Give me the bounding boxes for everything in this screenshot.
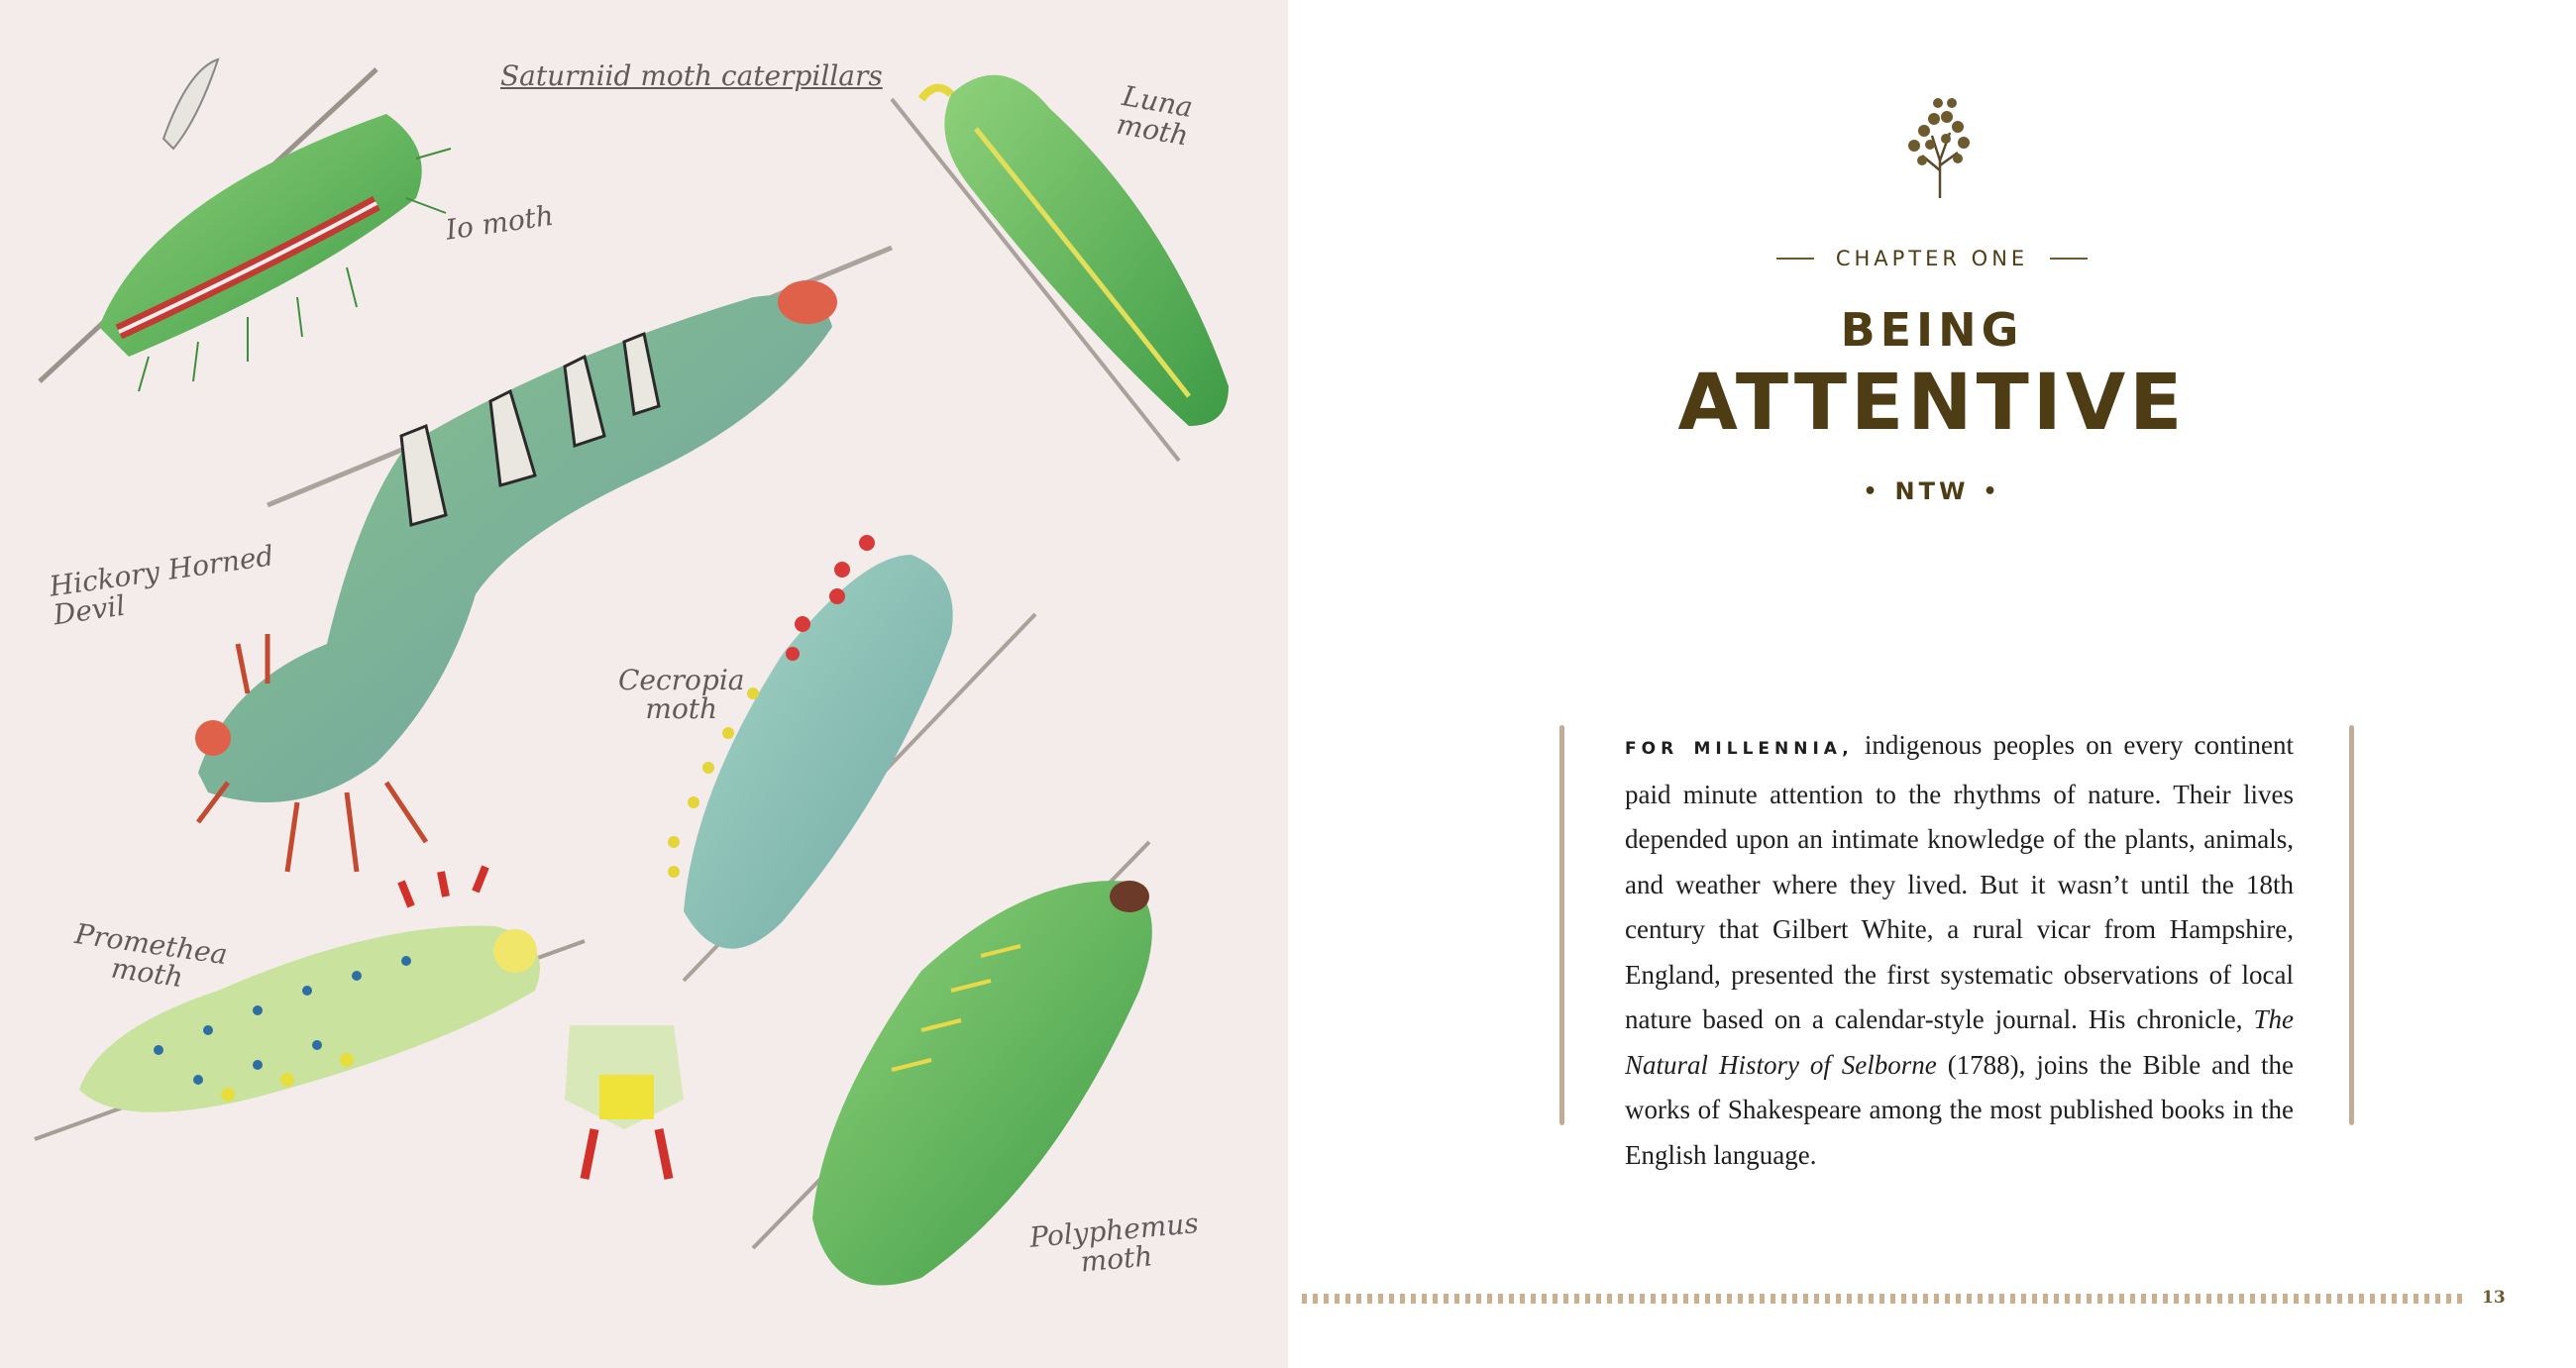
book-title: The Natural History of Selborne <box>1625 1004 2294 1080</box>
heading-label: Saturniid moth caterpillars <box>500 59 883 92</box>
bullet-left: • <box>1863 478 1881 504</box>
promethea-label: Promethea moth <box>72 917 230 995</box>
chapter-title-line1: BEING <box>1840 303 2024 357</box>
io-moth-label: Io moth <box>443 198 556 247</box>
bullet-right: • <box>1983 478 2001 504</box>
author-initials <box>1288 477 2576 505</box>
body-paragraph <box>1625 723 2294 1178</box>
chapter-kicker <box>1288 247 2576 270</box>
left-margin-bar <box>1559 725 1564 1125</box>
body-text-part1: indigenous peoples on every continent paid minute attention to the rhythms of nature. Their lives depended upon an intimate knowledge of the plants, animals, and weather where they lived. But it wasn’t until the 18th century that Gilbert White, a rural vicar from Hampshire, England, presented the first systematic observations of local nature based on a calendar-style journal. His chronicle, <box>1625 730 2294 1034</box>
chapter-title-line2: ATTENTIVE <box>1677 359 2187 448</box>
footer-dashed-rule <box>1302 1293 2466 1305</box>
page-number: 13 <box>2482 1288 2506 1308</box>
cecropia-caterpillar <box>668 535 1035 981</box>
author-name: NTW <box>1894 477 1970 505</box>
lead-in: FOR MILLENNIA, <box>1625 739 1854 759</box>
polyphemus-label: Polyphemus moth <box>1027 1207 1200 1279</box>
kicker-rule-right <box>2050 258 2088 260</box>
cecropia-label: Cecropia moth <box>618 664 745 726</box>
io-caterpillar <box>40 59 451 391</box>
seed-sprig-icon <box>1902 91 1972 200</box>
chapter-number: CHAPTER ONE <box>1835 247 2029 270</box>
hickory-label: Hickory Horned Devil <box>47 539 276 632</box>
promethea-caterpillar <box>35 867 684 1179</box>
body-text-part2: (1788), joins the Bible and the works of Shakespeare among the most published books in the English language. <box>1625 1049 2294 1170</box>
right-margin-bar <box>2349 725 2354 1125</box>
luna-moth-label: Luna moth <box>1114 79 1196 154</box>
kicker-rule-left <box>1776 258 1814 260</box>
